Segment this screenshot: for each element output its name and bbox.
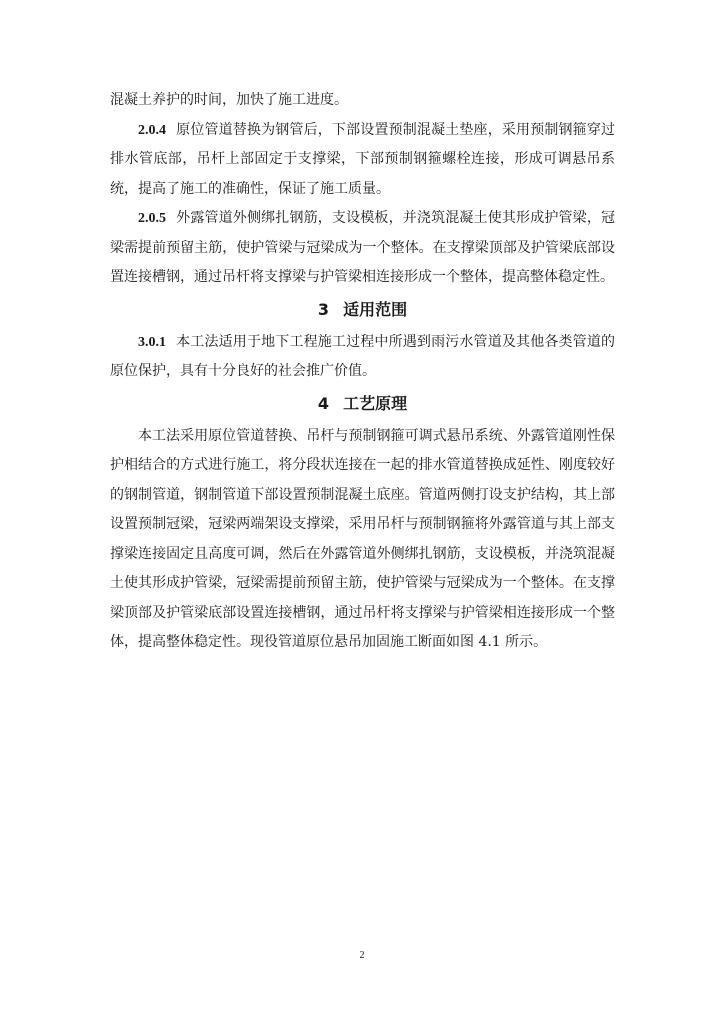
section-title: 工艺原理 <box>343 393 408 413</box>
page-number: 2 <box>359 950 365 961</box>
clause-3-0-1 <box>110 328 615 387</box>
document-page <box>110 86 615 658</box>
section-3-heading <box>110 295 615 325</box>
paragraph-continuation <box>110 86 615 116</box>
clause-number: 3.0.1 <box>138 334 166 350</box>
clause-text: 原位管道替换为钢管后，下部设置预制混凝土垫座，采用预制钢箍穿过排水管底部，吊杆上部固定于支撑梁，下部预制钢箍螺栓连接，形成可调悬吊系统，提高了施工的准确性，保证了施工质量。 <box>110 121 615 197</box>
clause-number: 2.0.5 <box>138 211 166 226</box>
paragraph-text: 本工法采用原位管道替换、吊杆与预制钢箍可调式悬吊系统、外露管道刚性保护相结合的方式进行施工，将分段状连接在一起的排水管道替换成延性、刚度较好的钢制管道，钢制管道下部设置预制混凝土底座。管道两侧打设支护结构，其上部设置预制冠梁，冠梁两端架设支撑梁，采用吊杆与预制钢箍将外露管道与其上部支撑梁连接固定且高度可调，然后在外露管道外侧绑扎钢筋，支设模板，并浇筑混凝土使其形成护管梁，冠梁需提前预留主筋，使护管梁与冠梁成为一个整体。在支撑梁顶部及护管梁底部设置连接槽钢，通过吊杆将支撑梁与护管梁相连接形成一个整体，提高整体稳定性。现役管道原位悬吊加固施工断面如图 4.1 所示。 <box>110 427 615 650</box>
section-title: 适用范围 <box>343 299 408 319</box>
clause-2-0-5 <box>110 204 615 293</box>
section-4-body <box>110 422 615 658</box>
clause-2-0-4 <box>110 116 615 205</box>
clause-text: 本工法适用于地下工程施工过程中所遇到雨污水管道及其他各类管道的原位保护，具有十分良好的社会推广价值。 <box>110 333 615 379</box>
paragraph-text: 混凝土养护的时间，加快了施工进度。 <box>110 92 348 108</box>
section-number: 4 <box>317 393 330 413</box>
clause-text: 外露管道外侧绑扎钢筋，支设模板，并浇筑混凝土使其形成护管梁，冠梁需提前预留主筋，使护管梁与冠梁成为一个整体。在支撑梁顶部及护管梁底部设置连接槽钢，通过吊杆将支撑梁与护管梁相连接形成一个整体，提高整体稳定性。 <box>110 210 615 285</box>
section-number: 3 <box>317 299 330 319</box>
section-4-heading <box>110 389 615 419</box>
clause-number: 2.0.4 <box>138 122 166 138</box>
